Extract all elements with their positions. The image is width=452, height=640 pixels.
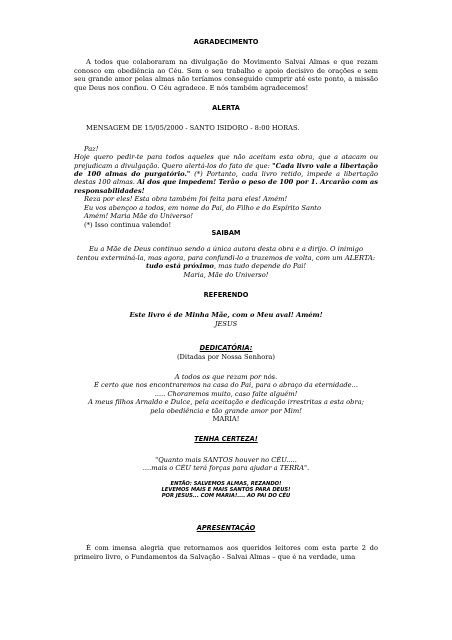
referendo-signature: JESUS (214, 319, 238, 328)
heading-agradecimento: AGRADECIMENTO (193, 38, 259, 46)
dedicatoria-line-5: pela obediência e tão grande amor por Mim! (150, 406, 302, 415)
heading-tenha-certeza: TENHA CERTEZA! (194, 435, 258, 444)
saibam-signature: Maria, Mãe do Universo! (183, 270, 269, 279)
dedicatoria-line-3: ..... Choraremos muito, caso falte alguém! (154, 389, 298, 398)
alerta-line-3: Amém! Maria Mãe do Universo! (84, 212, 194, 221)
dedicatoria-subtitle: (Ditadas por Nossa Senhora) (176, 352, 276, 361)
alerta-line-1: Reza por eles! Esta obra também foi feita para eles! Amém! (84, 195, 288, 204)
dedicatoria-line-1: A todos os que rezam por nós. (174, 372, 278, 381)
alerta-line-2: Eu vos abençoo a todos, em nome do Pai, do Filho e do Espírito Santo (84, 203, 321, 212)
heading-alerta: ALERTA (212, 104, 240, 113)
paragraph-apresentacao: É com imensa alegria que retornamos aos queridos leitores com esta parte 2 do primeiro livro, o Fundamentos da Salvação - Salvai Almas – que é na verdade, uma (74, 544, 378, 561)
heading-saibam: SAIBAM (211, 228, 241, 237)
saibam-line-2: tentou exterminá-la, mas agora, para confundi-lo a trazemos de volta, com um ALERTA: (76, 253, 376, 262)
dedicatoria-line-2: É certo que nos encontraremos na casa do Pai, para o abraço da eternidade... (94, 381, 358, 390)
paragraph-agradecimento: A todos que colaboraram na divulgação do Movimento Salvai Almas e que rezam conosco em obediência ao Céu. Sem o seu trabalho e apoio decisivo de orações e sem seu grande amor pelas almas não teríamos conseguido cumprir até este ponto, a missão que Deus nos confiou. O Céu agradece. E nós também agradecemos! (74, 58, 378, 92)
saibam-line-3: tudo está próximo, mas tudo depende do Pai! (145, 262, 307, 271)
heading-apresentacao: APRESENTAÇÃO (196, 523, 256, 532)
slogan-line-1: ENTÃO: SALVEMOS ALMAS, REZANDO! (170, 480, 282, 487)
dedicatoria-line-4: A meus filhos Arnaldo e Dulce, pela aceitação e dedicação irrestritas a esta obra; (88, 398, 364, 407)
tenha-certeza-line-1: "Quanto mais SANTOS houver no CÉU..... (155, 455, 297, 464)
mensagem-date-line: MENSAGEM DE 15/05/2000 - SANTO ISIDORO - 8:00 HORAS. (86, 124, 300, 133)
tenha-certeza-line-2: ....mais o CÉU terá forças para ajudar a TERRA". (142, 464, 310, 473)
dedicatoria-signature: MARIA! (212, 415, 240, 423)
heading-referendo: REFERENDO (203, 290, 249, 299)
heading-dedicatoria: DEDICATÓRIA: (199, 344, 253, 353)
slogan-line-2: LEVEMOS MAIS E MAIS SANTOS PARA DEUS! (161, 487, 291, 494)
paragraph-alerta: Hoje quero pedir-te para todos aqueles que não aceitam esta obra, que a atacam ou prejudicam a divulgação. Quero alertá-los do fato de que: "Cada livro vale a libertação de 100 almas do purgatório." (*) Portanto, cada livro retido, impede a libertação destas 100 almas. Ai dos que impedem! Terão o peso de 100 por 1. Arcarão com as responsabilidades! (74, 153, 379, 195)
greeting-paz: Paz! (84, 144, 99, 153)
referendo-line-1: Este livro é de Minha Mãe, com o Meu aval! Amém! (129, 311, 323, 320)
saibam-line-1: Eu a Mãe de Deus continuo sendo a única autora desta obra e a dirijo. O inimigo (89, 245, 363, 254)
alerta-note: (*) Isso continua valendo! (84, 220, 172, 229)
slogan-line-3: POR JESUS... COM MARIA!.... AO PAI DO CÉU (161, 493, 291, 500)
